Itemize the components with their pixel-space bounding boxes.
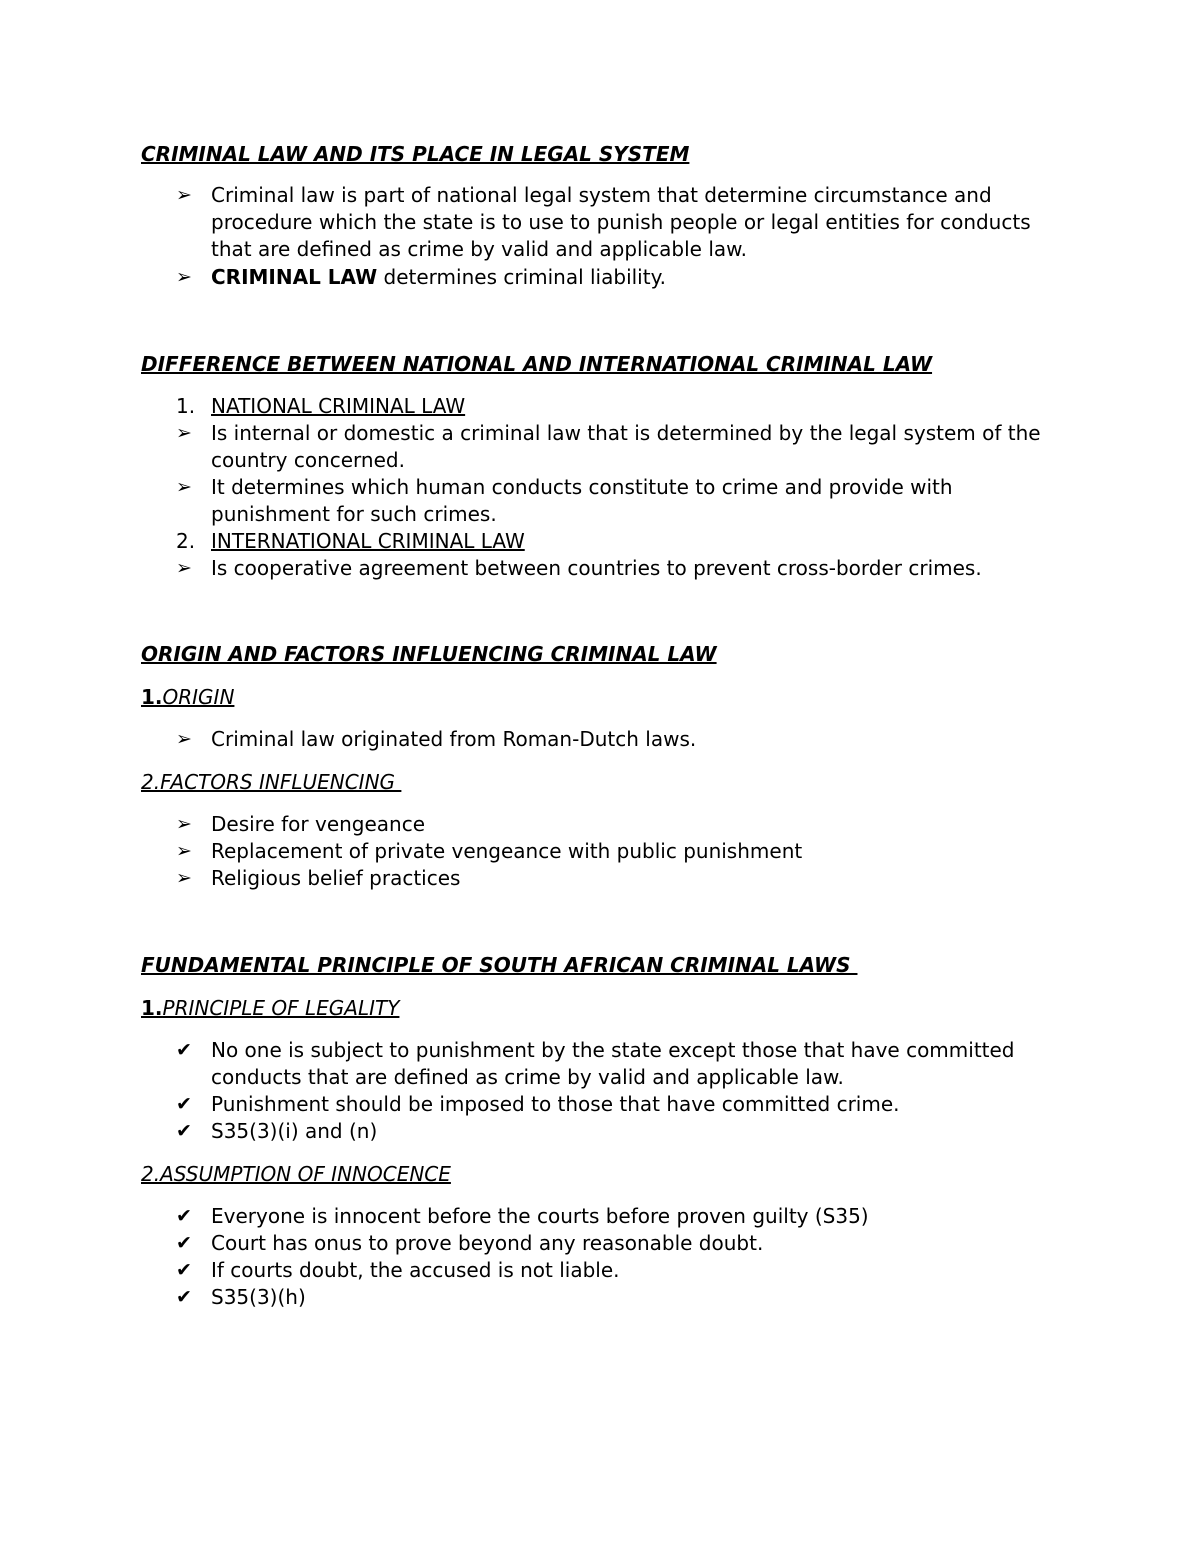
subheading — [141, 685, 234, 709]
arrow-bullet-icon: ➢ — [176, 476, 192, 498]
arrow-bullet-icon: ➢ — [176, 266, 192, 288]
section-heading: CRIMINAL LAW AND ITS PLACE IN LEGAL SYSTEM — [141, 142, 690, 166]
subheading-text: ORIGIN — [162, 685, 235, 709]
checkmark-icon: ✔ — [176, 1259, 192, 1281]
checkmark-icon: ✔ — [176, 1093, 192, 1115]
numbered-item-title: NATIONAL CRIMINAL LAW — [211, 394, 466, 418]
arrow-bullet-icon: ➢ — [176, 728, 192, 750]
list-item-text: It determines which human conducts constitute to crime and provide with punishment for such crimes. — [211, 475, 953, 526]
list-item — [176, 1037, 1036, 1091]
list-item — [176, 1284, 1076, 1311]
list-item — [176, 1230, 1076, 1257]
list-item-text: S35(3)(h) — [211, 1285, 306, 1309]
list-item-text: Replacement of private vengeance with public punishment — [211, 839, 803, 863]
list-item — [176, 865, 1076, 892]
list-item-text: Is cooperative agreement between countries to prevent cross-border crimes. — [211, 556, 982, 580]
list-item-text: Religious belief practices — [211, 866, 461, 890]
list-item-text: determines criminal liability. — [377, 265, 666, 289]
bold-term: CRIMINAL LAW — [211, 265, 378, 289]
list-item — [176, 1118, 1076, 1145]
arrow-bullet-icon: ➢ — [176, 422, 192, 444]
checkmark-icon: ✔ — [176, 1286, 192, 1308]
list-item-text: Criminal law originated from Roman-Dutch laws. — [211, 727, 697, 751]
list-item-text: Court has onus to prove beyond any reasonable doubt. — [211, 1231, 764, 1255]
list-number: 1. — [176, 394, 196, 418]
section-heading: FUNDAMENTAL PRINCIPLE OF SOUTH AFRICAN CRIMINAL LAWS — [141, 953, 858, 977]
list-item — [176, 726, 1076, 753]
list-item — [176, 838, 1076, 865]
list-item-text: Is internal or domestic a criminal law that is determined by the legal system of the country concerned. — [211, 421, 1041, 472]
subheading: 2.ASSUMPTION OF INNOCENCE — [141, 1162, 451, 1186]
list-item-text: Everyone is innocent before the courts before proven guilty (S35) — [211, 1204, 869, 1228]
numbered-item — [176, 393, 1076, 420]
checkmark-icon: ✔ — [176, 1039, 192, 1061]
subheading-number: 1. — [141, 685, 163, 709]
list-item — [176, 811, 1076, 838]
arrow-bullet-icon: ➢ — [176, 557, 192, 579]
list-item — [176, 420, 1056, 474]
list-item — [176, 264, 1076, 291]
numbered-item-title: INTERNATIONAL CRIMINAL LAW — [211, 529, 525, 553]
list-item-text: Criminal law is part of national legal system that determine circumstance and procedure which the state is to use to punish people or legal entities for conducts that are defined as crime by valid and applicable law. — [211, 183, 1031, 261]
list-item — [176, 474, 1056, 528]
list-item-text: Punishment should be imposed to those that have committed crime. — [211, 1092, 900, 1116]
arrow-bullet-icon: ➢ — [176, 867, 192, 889]
subheading-number: 1. — [141, 996, 163, 1020]
list-item — [176, 555, 1076, 582]
checkmark-icon: ✔ — [176, 1232, 192, 1254]
section-heading: DIFFERENCE BETWEEN NATIONAL AND INTERNATIONAL CRIMINAL LAW — [141, 352, 933, 376]
list-item-text: Desire for vengeance — [211, 812, 426, 836]
section-heading: ORIGIN AND FACTORS INFLUENCING CRIMINAL LAW — [141, 642, 717, 666]
list-number: 2. — [176, 529, 196, 553]
list-item-text: No one is subject to punishment by the state except those that have committed conducts that are defined as crime by valid and applicable law. — [211, 1038, 1015, 1089]
arrow-bullet-icon: ➢ — [176, 840, 192, 862]
list-item-text: If courts doubt, the accused is not liable. — [211, 1258, 620, 1282]
arrow-bullet-icon: ➢ — [176, 184, 192, 206]
list-item-text: S35(3)(i) and (n) — [211, 1119, 378, 1143]
checkmark-icon: ✔ — [176, 1205, 192, 1227]
checkmark-icon: ✔ — [176, 1120, 192, 1142]
list-item — [176, 1203, 1076, 1230]
subheading: 2.FACTORS INFLUENCING — [141, 770, 402, 794]
subheading-text: PRINCIPLE OF LEGALITY — [162, 996, 400, 1020]
list-item — [176, 1257, 1076, 1284]
numbered-item — [176, 528, 1076, 555]
arrow-bullet-icon: ➢ — [176, 813, 192, 835]
subheading — [141, 996, 399, 1020]
list-item — [176, 1091, 1076, 1118]
list-item — [176, 182, 1066, 263]
